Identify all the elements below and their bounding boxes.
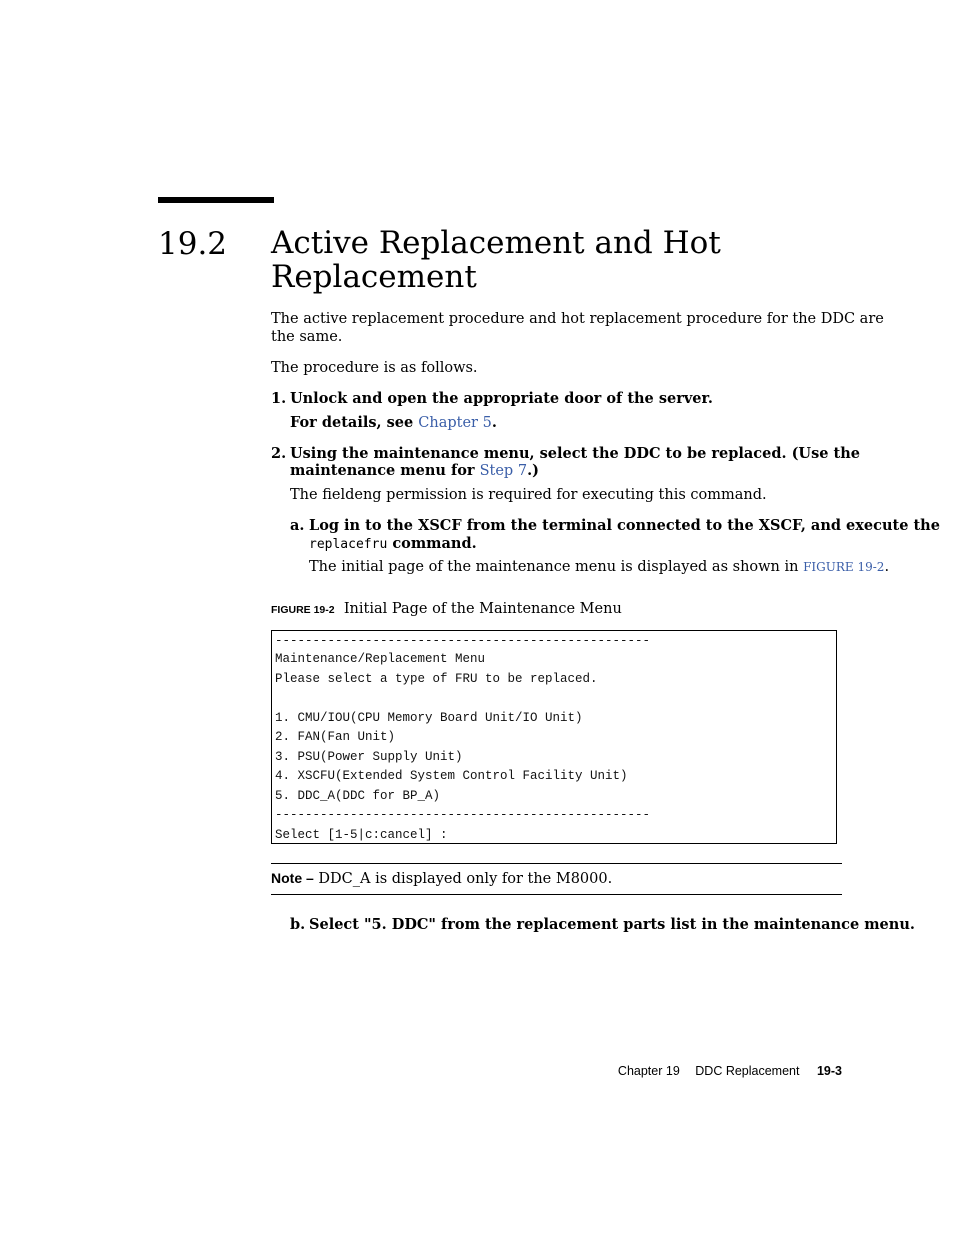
section-number: 19.2 bbox=[158, 226, 228, 262]
substep-b-label: b. bbox=[290, 916, 306, 933]
code-line: 1. CMU/IOU(CPU Memory Board Unit/IO Unit) bbox=[275, 711, 583, 725]
code-line: 2. FAN(Fan Unit) bbox=[275, 730, 396, 744]
replacefru-command: replacefru bbox=[309, 537, 388, 552]
procedure-intro: The procedure is as follows. bbox=[271, 360, 478, 376]
figure-19-2-link[interactable]: FIGURE 19-2 bbox=[803, 560, 885, 574]
step1-details bbox=[290, 414, 497, 432]
code-line: -------------------------------------------------- bbox=[275, 634, 651, 648]
step2-line1: Using the maintenance menu, select the DDC to be replaced. (Use the bbox=[290, 445, 860, 462]
substep-a-line1: Log in to the XSCF from the terminal connected to the XSCF, and execute the bbox=[309, 517, 940, 534]
code-line: Please select a type of FRU to be replaced. bbox=[275, 672, 598, 686]
substep-a-line2-suffix: command. bbox=[387, 535, 477, 552]
code-line: 4. XSCFU(Extended System Control Facility Unit) bbox=[275, 769, 628, 783]
footer-title: DDC Replacement bbox=[695, 1064, 800, 1078]
intro-paragraph-line1: The active replacement procedure and hot replacement procedure for the DDC are bbox=[271, 311, 884, 327]
note bbox=[271, 870, 612, 888]
section-title: Active Replacement and Hot Replacement bbox=[271, 225, 721, 295]
code-line: 5. DDC_A(DDC for BP_A) bbox=[275, 789, 441, 803]
step2-line2 bbox=[290, 462, 539, 480]
figure-label: FIGURE 19-2 bbox=[271, 604, 335, 616]
step2-number: 2. bbox=[271, 445, 287, 462]
note-top-rule bbox=[271, 863, 842, 864]
figure-caption-text: Initial Page of the Maintenance Menu bbox=[343, 601, 622, 617]
step1-details-prefix: For details, see bbox=[290, 414, 419, 431]
note-bottom-rule bbox=[271, 894, 842, 895]
substep-a-line2 bbox=[309, 535, 477, 553]
permission-text: The fieldeng permission is required for executing this command. bbox=[290, 487, 767, 503]
substep-a-description bbox=[309, 559, 889, 576]
note-text: DDC_A is displayed only for the M8000. bbox=[313, 871, 613, 887]
note-label: Note – bbox=[271, 870, 314, 886]
code-line: Select [1-5|c:cancel] : bbox=[275, 828, 448, 842]
step7-link[interactable]: Step 7 bbox=[479, 463, 528, 479]
section-top-rule bbox=[158, 197, 274, 203]
step1-details-suffix: . bbox=[491, 414, 497, 431]
code-line: Maintenance/Replacement Menu bbox=[275, 652, 486, 666]
step1-number: 1. bbox=[271, 390, 287, 407]
step1-text: Unlock and open the appropriate door of the server. bbox=[290, 390, 713, 407]
step2-line2-prefix: maintenance menu for bbox=[290, 462, 480, 479]
substep-a-desc-suffix: . bbox=[884, 559, 890, 575]
footer-page-number: 19-3 bbox=[816, 1064, 842, 1078]
substep-a-desc-prefix: The initial page of the maintenance menu is displayed as shown in bbox=[309, 559, 804, 575]
maintenance-menu-code-box bbox=[271, 630, 837, 844]
chapter5-link[interactable]: Chapter 5 bbox=[418, 415, 492, 431]
page-footer bbox=[560, 1064, 842, 1079]
figure-caption bbox=[271, 601, 622, 619]
step2-line2-suffix: .) bbox=[527, 462, 539, 479]
substep-b-text: Select "5. DDC" from the replacement parts list in the maintenance menu. bbox=[309, 916, 915, 933]
intro-paragraph-line2: the same. bbox=[271, 329, 343, 345]
code-line: -------------------------------------------------- bbox=[275, 808, 651, 822]
footer-chapter: Chapter 19 bbox=[617, 1064, 680, 1078]
substep-a-label: a. bbox=[290, 517, 305, 534]
code-line: 3. PSU(Power Supply Unit) bbox=[275, 750, 463, 764]
